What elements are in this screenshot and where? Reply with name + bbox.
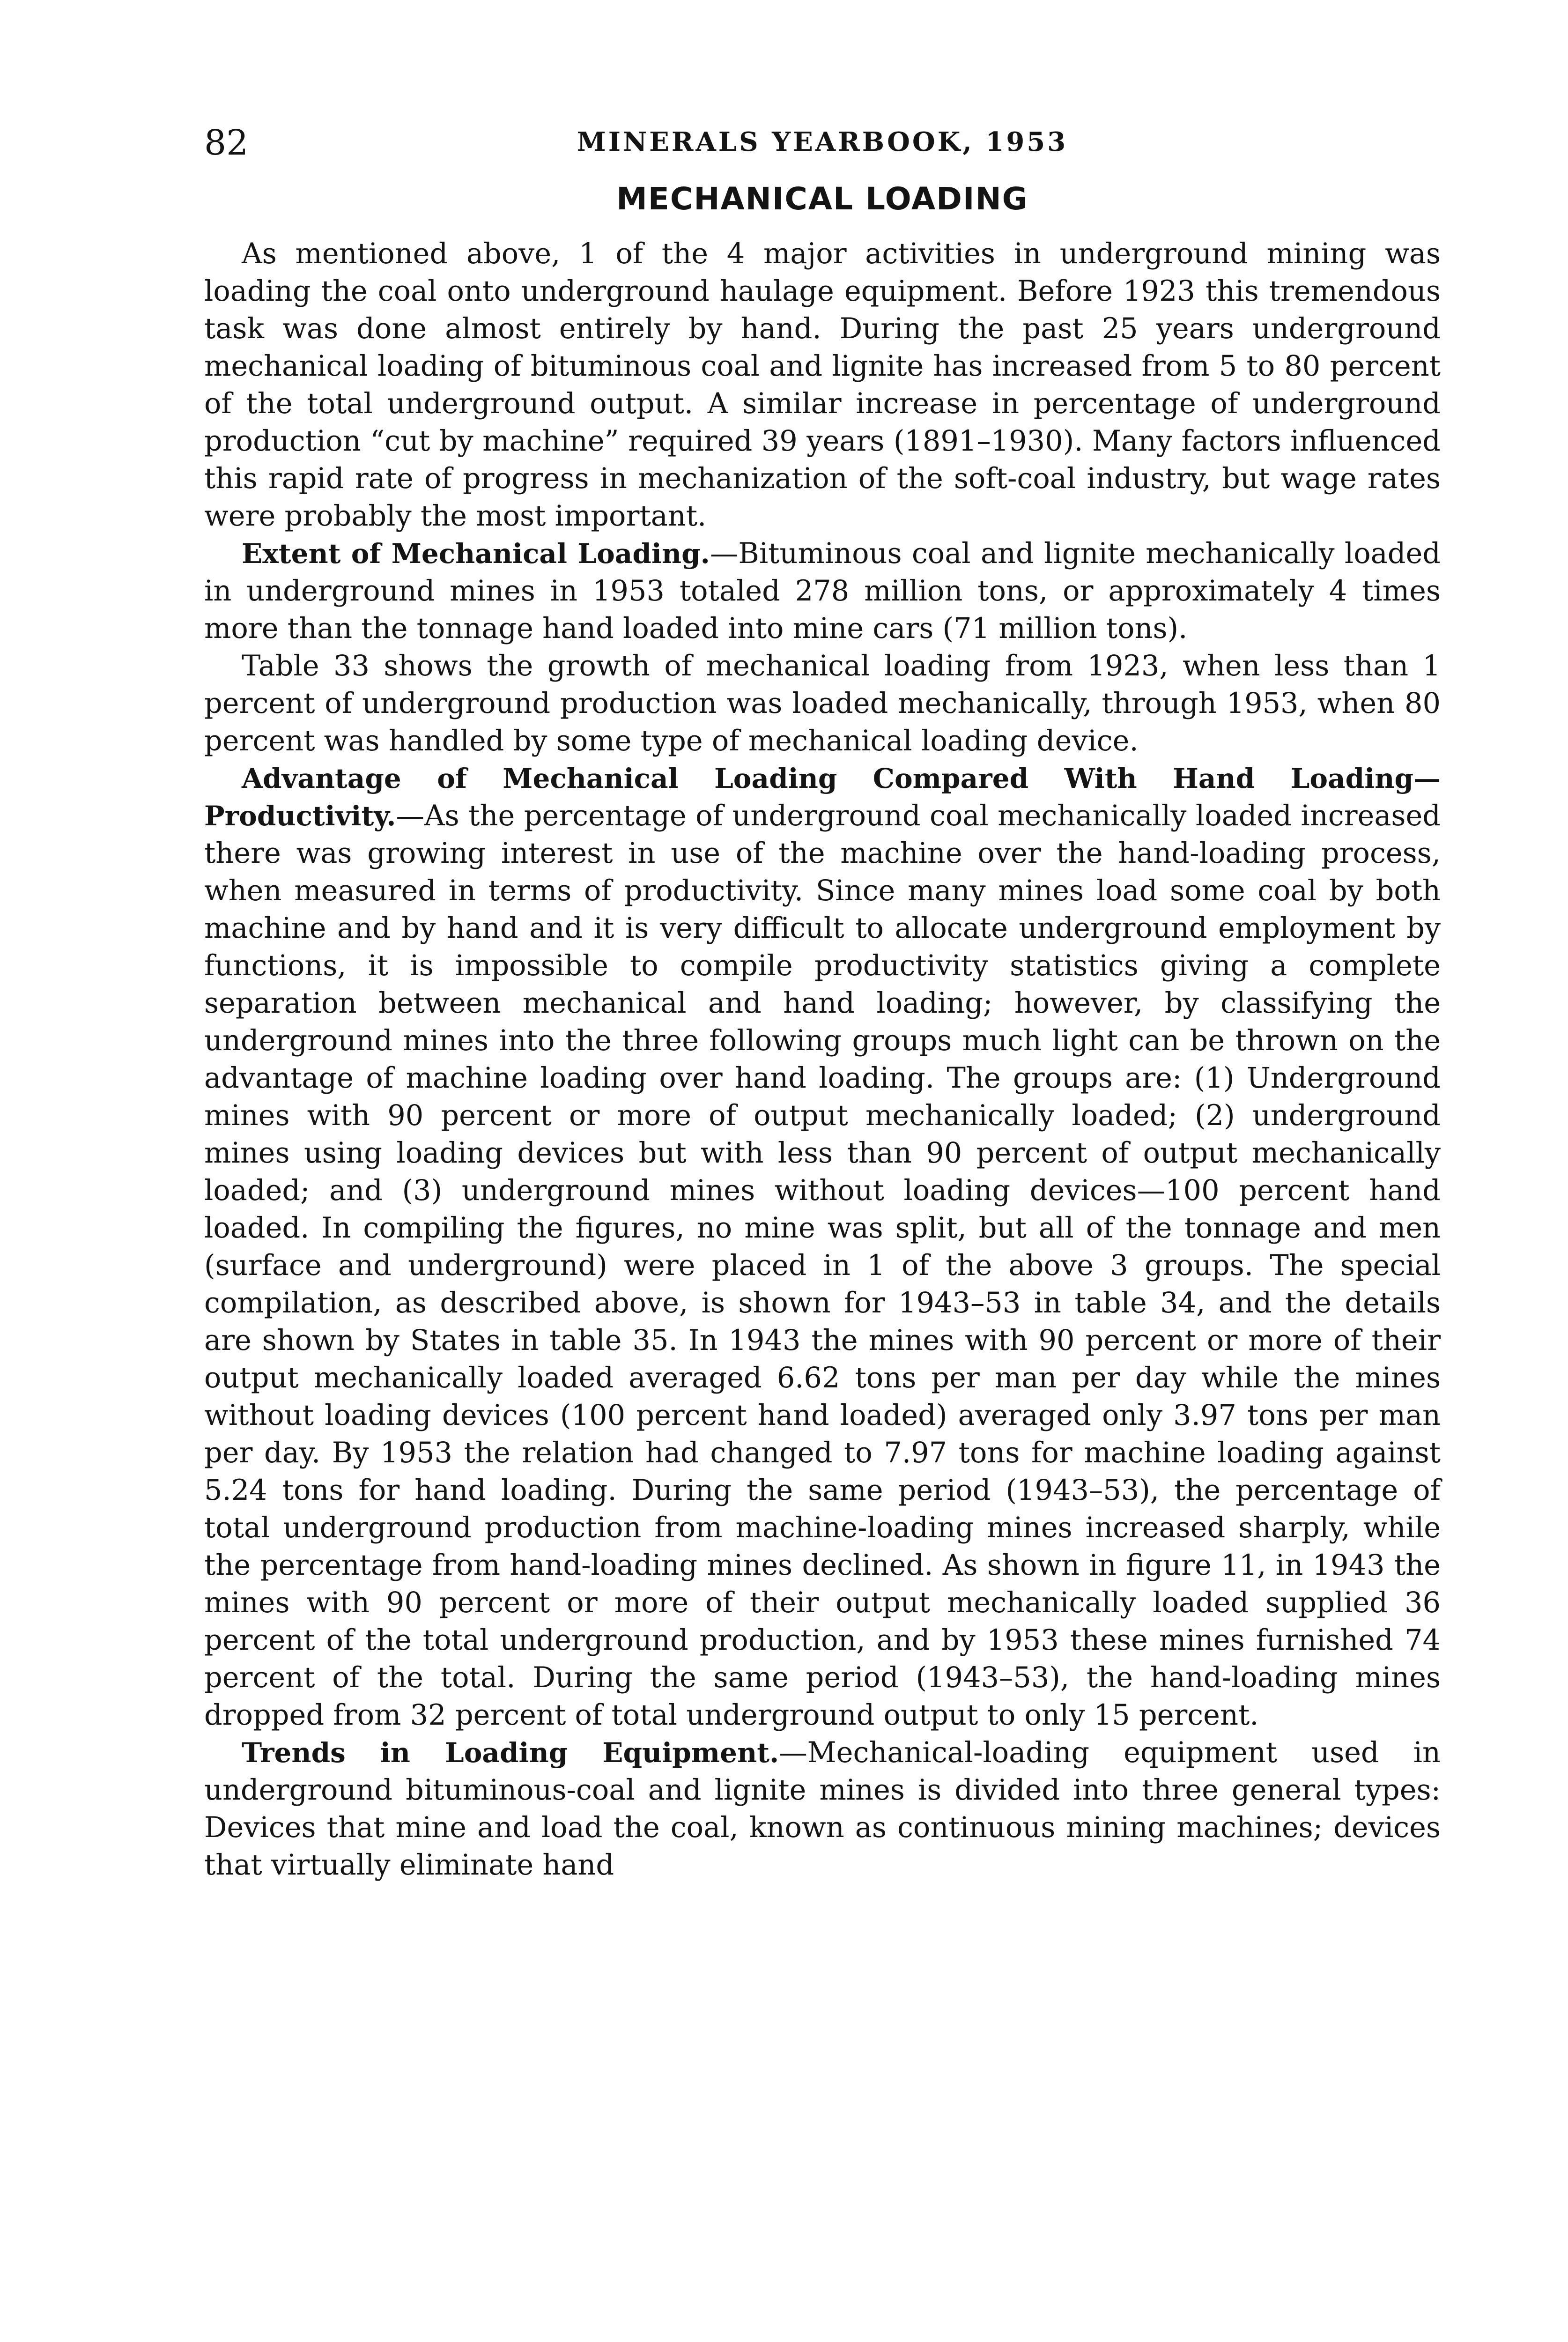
page-number: 82	[204, 123, 249, 163]
section-title: MECHANICAL LOADING	[616, 181, 1028, 217]
paragraph-extent	[204, 535, 1441, 647]
run-in-heading-extent: Extent of Mechanical Loading.	[242, 538, 710, 570]
paragraph-intro: As mentioned above, 1 of the 4 major activities in underground mining was loading the coal onto underground haulage equipment. Before 1923 this tremendous task was done almost entirely by hand. During the past 25 years underground mechanical loading of bituminous coal and lignite has increased from 5 to 80 percent of the total underground output. A similar increase in percentage of underground production “cut by machine” required 39 years (1891–1930). Many factors influenced this rapid rate of progress in mechanization of the soft-coal industry, but wage rates were probably the most important.	[204, 237, 1441, 533]
run-in-heading-trends: Trends in Loading Equipment.	[242, 1737, 779, 1769]
running-title: MINERALS YEARBOOK, 1953	[577, 126, 1068, 157]
paragraph-extent-text: —Bituminous coal and lignite mechanically loaded in underground mines in 1953 totaled 278 million tons, or approximately 4 times more than the tonnage hand loaded into mine cars (71 million tons).	[204, 537, 1441, 645]
run-in-heading-advantage: Advantage of Mechanical Loading Compared With Hand Loading—Productivity.	[204, 763, 1441, 832]
paragraph-trends	[204, 1734, 1441, 1884]
document-page	[204, 122, 1441, 1884]
paragraph-table33: Table 33 shows the growth of mechanical loading from 1923, when less than 1 percent of underground production was loaded mechanically, through 1953, when 80 percent was handled by some type of mechanical loading device.	[204, 650, 1441, 757]
paragraph-advantage	[204, 760, 1441, 1734]
paragraph-advantage-text: —As the percentage of underground coal mechanically loaded increased there was growing interest in use of the machine over the hand-loading process, when measured in terms of productivity. Since many mines load some coal by both machine and by hand and it is very difficult to allocate underground employment by functions, it is impossible to compile productivity statistics giving a complete separation between mechanical and hand loading; however, by classifying the underground mines into the three following groups much light can be thrown on the advantage of machine loading over hand loading. The groups are: (1) Underground mines with 90 percent or more of output mechanically loaded; (2) underground mines using loading devices but with less than 90 percent of output mechanically loaded; and (3) underground mines without loading devices—100 percent hand loaded. In compiling the figures, no mine was split, but all of the tonnage and men (surface and underground) were placed in 1 of the above 3 groups. The special compilation, as described above, is shown for 1943–53 in table 34, and the details are shown by States in table 35. In 1943 the mines with 90 percent or more of their output mechanically loaded averaged 6.62 tons per man per day while the mines without loading devices (100 percent hand loaded) averaged only 3.97 tons per man per day. By 1953 the relation had changed to 7.97 tons for machine loading against 5.24 tons for hand loading. During the same period (1943–53), the percentage of total underground production from machine-loading mines increased sharply, while the percentage from hand-loading mines declined. As shown in figure 11, in 1943 the mines with 90 percent or more of their output mechanically loaded supplied 36 percent of the total underground production, and by 1953 these mines furnished 74 percent of the total. During the same period (1943–53), the hand-loading mines dropped from 32 percent of total underground output to only 15 percent.	[204, 800, 1441, 1732]
paragraph-trends-text: —Mechanical-loading equipment used in underground bituminous-coal and lignite mines is divided into three general types: Devices that mine and load the coal, known as continuous mining machines; devices that virtually eliminate hand	[204, 1736, 1441, 1882]
running-head	[204, 122, 1441, 178]
